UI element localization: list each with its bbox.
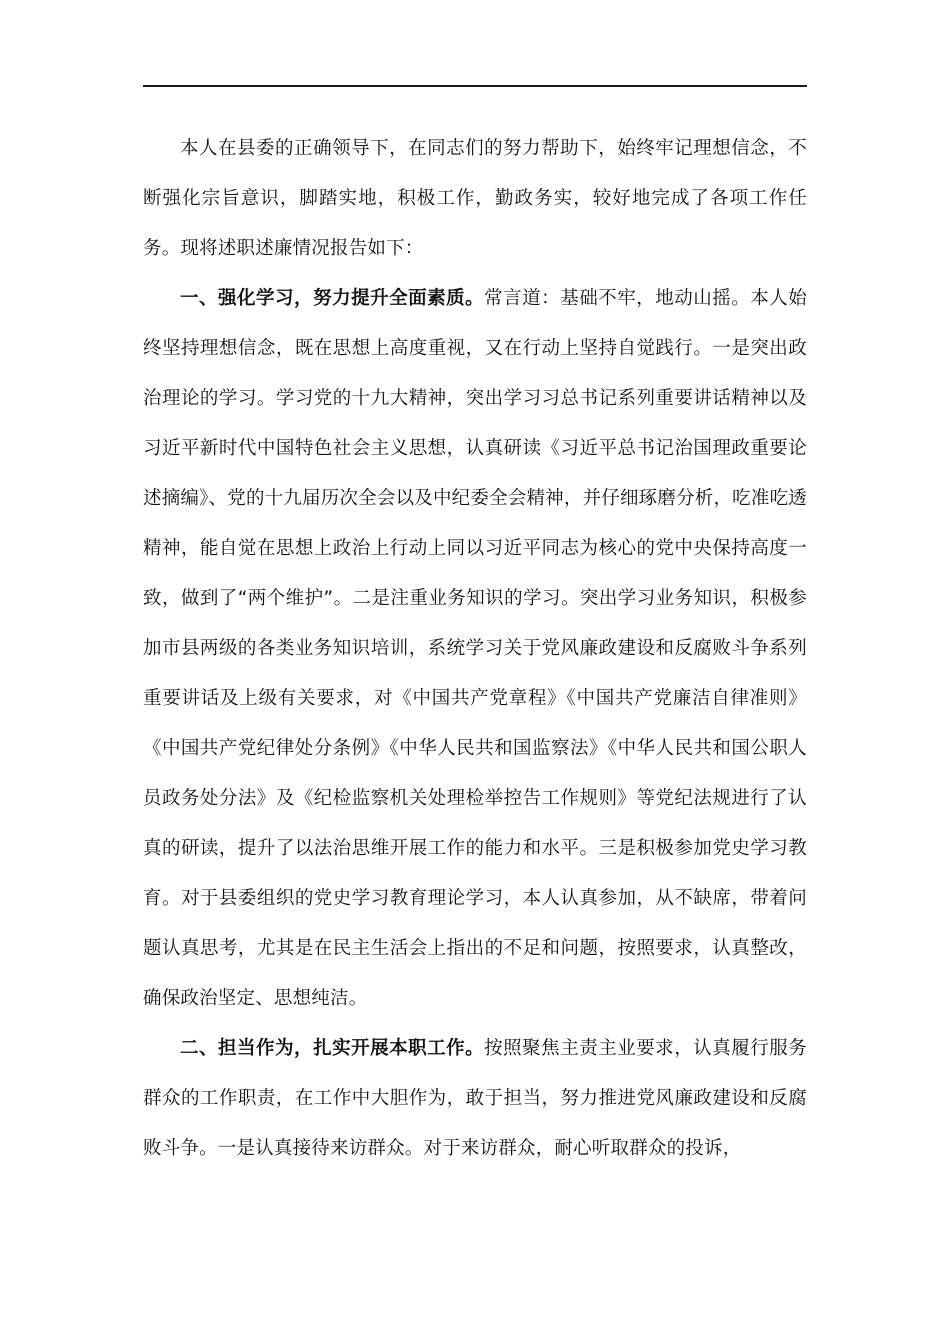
header-rule [143,85,807,87]
section-1-paragraph [143,274,807,1024]
document-body [143,124,807,1174]
section-2-body: 按照聚焦主责主业要求，认真履行服务群众的工作职责，在工作中大胆作为，敢于担当，努力推进党风廉政建设和反腐败斗争。一是认真接待来访群众。对于来访群众，耐心听取群众的投诉， [143,1038,808,1159]
section-1-heading: 一、强化学习，努力提升全面素质。 [180,288,485,309]
section-2-paragraph [143,1024,807,1174]
section-2-heading: 二、担当作为，扎实开展本职工作。 [180,1038,485,1059]
section-1-body: 常言道：基础不牢，地动山摇。本人始终坚持理想信念，既在思想上高度重视，又在行动上坚持自觉践行。一是突出政治理论的学习。学习党的十九大精神，突出学习习总书记系列重要讲话精神以及习近平新时代中国特色社会主义思想，认真研读《习近平总书记治国理政重要论述摘编》、党的十九届历次全会以及中纪委全会精神，并仔细琢磨分析，吃准吃透精神，能自觉在思想上政治上行动上同以习近平同志为核心的党中央保持高度一致，做到了“两个维护”。二是注重业务知识的学习。突出学习业务知识，积极参加市县两级的各类业务知识培训，系统学习关于党风廉政建设和反腐败斗争系列重要讲话及上级有关要求，对《中国共产党章程》《中国共产党廉洁自律准则》《中国共产党纪律处分条例》《中华人民共和国监察法》《中华人民共和国公职人员政务处分法》及《纪检监察机关处理检举控告工作规则》等党纪法规进行了认真的研读，提升了以法治思维开展工作的能力和水平。三是积极参加党史学习教育。对于县委组织的党史学习教育理论学习，本人认真参加，从不缺席，带着问题认真思考，尤其是在民主生活会上指出的不足和问题，按照要求，认真整改，确保政治坚定、思想纯洁。 [143,288,808,1009]
intro-paragraph: 本人在县委的正确领导下，在同志们的努力帮助下，始终牢记理想信念，不断强化宗旨意识，脚踏实地，积极工作，勤政务实，较好地完成了各项工作任务。现将述职述廉情况报告如下： [143,138,807,259]
